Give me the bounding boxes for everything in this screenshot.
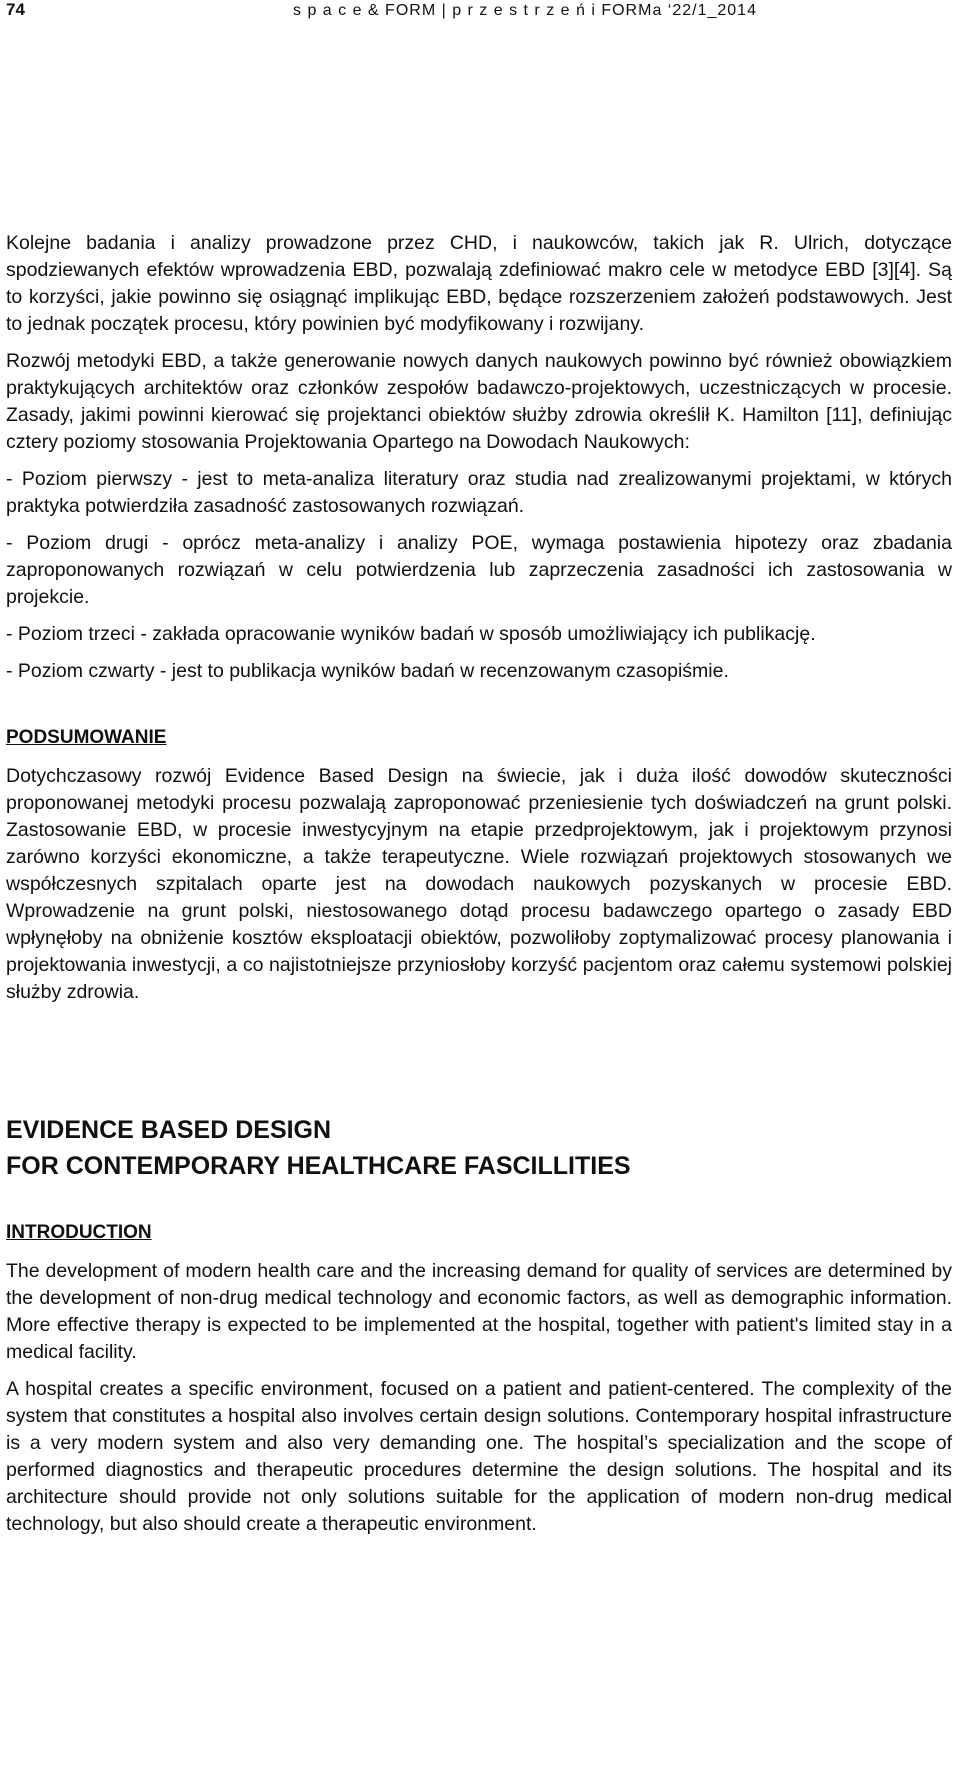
- article-body: [6, 230, 952, 1538]
- paragraph-en-2: A hospital creates a specific environment, focused on a patient and patient-centered. The complexity of the system that constitutes a hospital also involves certain design solutions. Contemporary hospital infrastructure is a very modern system and also very demanding one. The hospital’s specialization and the scope of performed diagnostics and therapeutic procedures determine the design solutions. The hospital and its architecture should provide not only solutions suitable for the application of modern non-drug medical technology, but also should create a therapeutic environment.: [6, 1378, 952, 1535]
- journal-title: s p a c e & FORM | p r z e s t r z e ń i FORMa ‘22/1_2014: [293, 2, 757, 19]
- english-title-line-2: FOR CONTEMPORARY HEALTHCARE FASCILLITIES: [6, 1152, 631, 1180]
- running-header: [6, 0, 952, 24]
- paragraph-en-1: The development of modern health care and the increasing demand for quality of services are determined by the development of non-drug medical technology and economic factors, as well as demographic information. More effective therapy is expected to be implemented at the hospital, together with patient's limited stay in a medical facility.: [6, 1260, 952, 1363]
- paragraph-pl-2: Rozwój metodyki EBD, a także generowanie nowych danych naukowych powinno być również obowiązkiem praktykujących architektów oraz członków zespołów badawczo-projektowych, uczestniczących w procesie. Zasady, jakimi powinni kierować się projektanci obiektów służby zdrowia określił K. Hamilton [11], definiując cztery poziomy stosowania Projektowania Opartego na Dowodach Naukowych:: [6, 350, 952, 453]
- list-item-level-2: - Poziom drugi - oprócz meta-analizy i analizy POE, wymaga postawienia hipotezy oraz zbadania zaproponowanych rozwiązań w celu potwierdzenia lub zaprzeczenia zasadności ich zastosowania w projekcie.: [6, 532, 952, 608]
- page-number: 74: [6, 0, 25, 19]
- paragraph-pl-1: Kolejne badania i analizy prowadzone przez CHD, i naukowców, takich jak R. Ulrich, dotyczące spodziewanych efektów wprowadzenia EBD, pozwalają zdefiniować makro cele w metodyce EBD [3][4]. Są to korzyści, jakie powinno się osiągnąć implikując EBD, będące rozszerzeniem założeń podstawowych. Jest to jednak początek procesu, który powinien być modyfikowany i rozwijany.: [6, 232, 952, 335]
- summary-heading: PODSUMOWANIE: [6, 727, 167, 748]
- list-item-level-4: - Poziom czwarty - jest to publikacja wyników badań w recenzowanym czasopiśmie.: [6, 660, 729, 682]
- introduction-heading: INTRODUCTION: [6, 1222, 152, 1243]
- summary-paragraph: Dotychczasowy rozwój Evidence Based Design na świecie, jak i duża ilość dowodów skuteczności proponowanej metodyki procesu pozwalają zaproponować przeniesienie tych doświadczeń na grunt polski. Zastosowanie EBD, w procesie inwestycyjnym na etapie przedprojektowym, jak i projektowym przynosi zarówno korzyści ekonomiczne, a także terapeutyczne. Wiele rozwiązań projektowych stosowanych we współczesnych szpitalach oparte jest na dowodach naukowych pozyskanych w procesie EBD. Wprowadzenie na grunt polski, niestosowanego dotąd procesu badawczego opartego o zasady EBD wpłynęłoby na obniżenie kosztów eksploatacji obiektów, pozwoliłoby zoptymalizować procesy planowania i projektowania inwestycji, a co najistotniejsze przyniosłoby korzyść pacjentom oraz całemu systemowi polskiej służby zdrowia.: [6, 765, 952, 1003]
- english-title-line-1: EVIDENCE BASED DESIGN: [6, 1116, 332, 1144]
- list-item-level-3: - Poziom trzeci - zakłada opracowanie wyników badań w sposób umożliwiający ich publikację.: [6, 623, 816, 645]
- list-item-level-1: - Poziom pierwszy - jest to meta-analiza literatury oraz studia nad zrealizowanymi projektami, w których praktyka potwierdziła zasadność zastosowanych rozwiązań.: [6, 468, 952, 517]
